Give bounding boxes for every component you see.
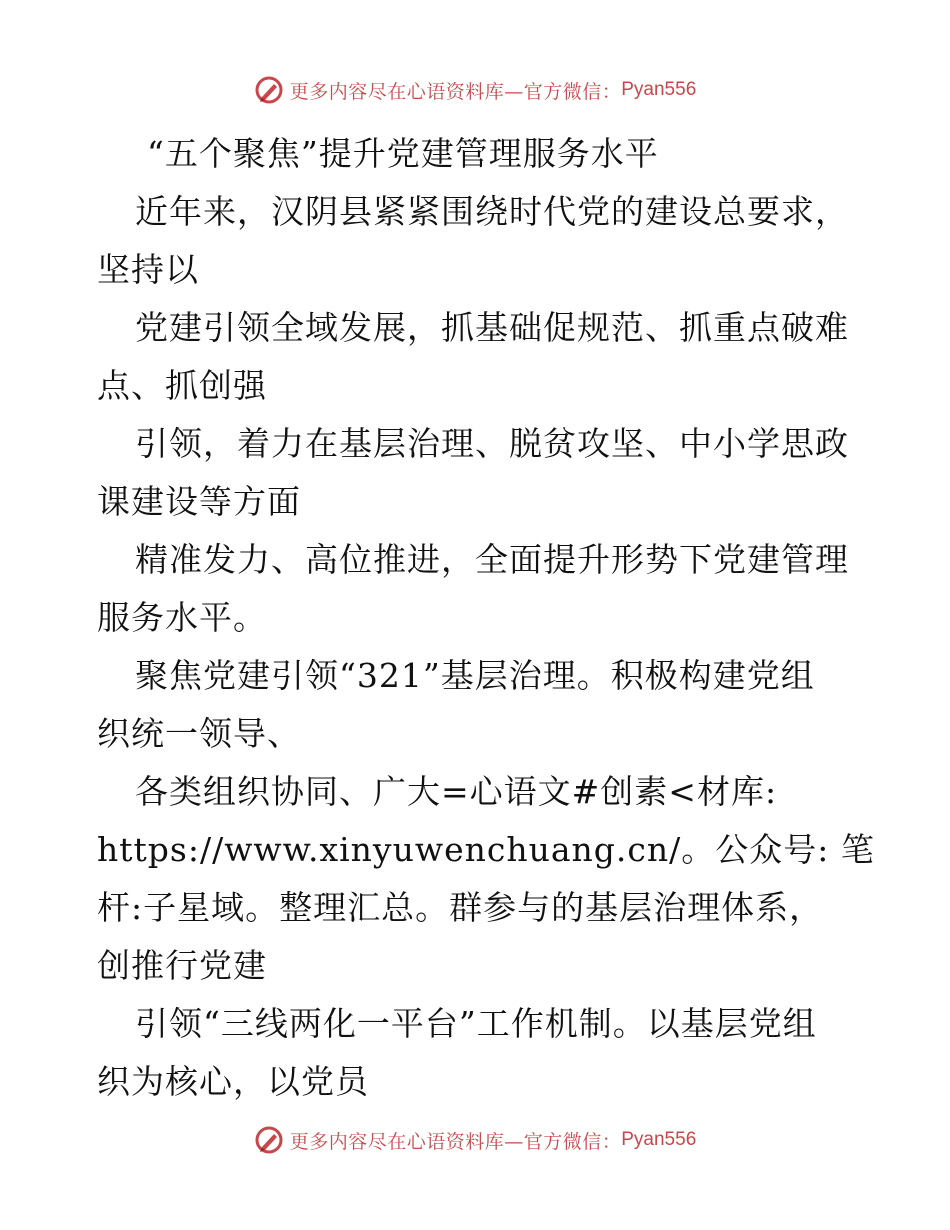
text-line: 课建设等方面 <box>97 482 301 521</box>
document-body <box>97 125 875 1111</box>
text-line: 精准发力、高位推进，全面提升形势下党建管理 <box>135 540 849 579</box>
banner-text: 更多内容尽在心语资料库—官方微信： <box>289 80 622 103</box>
banner-text: 更多内容尽在心语资料库—官方微信： <box>289 1130 622 1153</box>
text-line: 聚焦党建引领“321”基层治理。积极构建党组 <box>135 656 815 695</box>
text-line: 坚持以 <box>97 250 199 289</box>
footer-banner <box>0 1120 950 1160</box>
text-line: 各类组织协同、广大=心语文#创素<材库: <box>135 772 778 811</box>
text-line: https://www.xinyuwenchuang.cn/。公众号: 笔 <box>97 830 875 869</box>
text-line: 创推行党建 <box>97 946 267 985</box>
text-line: 织统一领导、 <box>97 714 301 753</box>
text-line: 织为核心，以党员 <box>97 1062 369 1101</box>
pen-logo-icon <box>254 75 284 105</box>
text-line: 点、抓创强 <box>97 366 267 405</box>
text-line: 引领“三线两化一平台”工作机制。以基层党组 <box>135 1004 817 1043</box>
header-banner <box>0 70 950 110</box>
paragraph-lines <box>97 183 875 1111</box>
banner-wechat-id: Pyan556 <box>621 79 697 100</box>
text-line: 党建引领全域发展，抓基础促规范、抓重点破难 <box>135 308 849 347</box>
document-title: “五个聚焦”提升党建管理服务水平 <box>147 134 659 173</box>
pen-logo-icon <box>254 1125 284 1155</box>
banner-wechat-id: Pyan556 <box>621 1129 697 1150</box>
text-line: 杆:子星域。整理汇总。群参与的基层治理体系， <box>97 888 824 927</box>
text-line: 近年来，汉阴县紧紧围绕时代党的建设总要求， <box>135 192 849 231</box>
text-line: 服务水平。 <box>97 598 267 637</box>
text-line: 引领，着力在基层治理、脱贫攻坚、中小学思政 <box>135 424 849 463</box>
